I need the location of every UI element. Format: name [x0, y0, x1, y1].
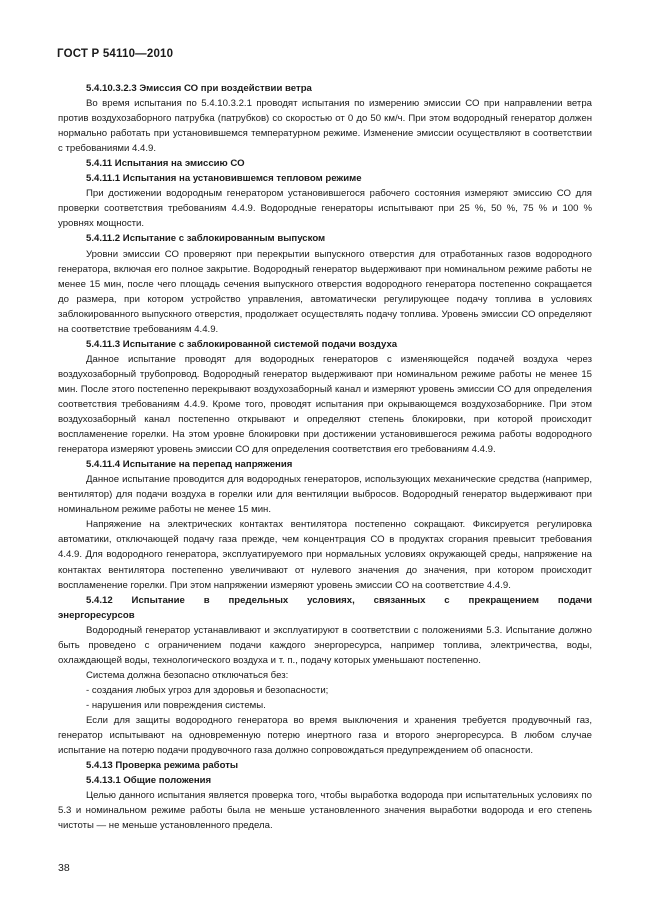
- section-heading: 5.4.11.2 Испытание с заблокированным выпуском: [86, 233, 326, 245]
- paragraph: Система должна безопасно отключаться без:: [86, 669, 289, 681]
- section-heading: 5.4.11.1 Испытания на установившемся тепловом режиме: [86, 173, 362, 185]
- section-heading: 5.4.12 Испытание в предельных условиях, связанных с прекращением подачи: [86, 594, 592, 606]
- section-heading: 5.4.11.3 Испытание с заблокированной системой подачи воздуха: [86, 338, 398, 350]
- paragraph: При достижении водородным генератором установившегося рабочего состояния измеряют эмиссию СО для проверки соответствия требованиям 4.4.9. Водородные генераторы испытывают при 25 %, 50 %, 75 % и 100 % уровнях мощности.: [58, 188, 592, 230]
- paragraph: Если для защиты водородного генератора во время выключения и хранения требуется продувочный газ, генератор испытывают на одновременную потерю инертного газа и второго энергоресурса. В любом случае испытание на потерю подачи продувочного газа должно сопровождаться предупреждением об опасности.: [58, 714, 592, 757]
- page-number: 38: [58, 862, 70, 874]
- section-heading: 5.4.13 Проверка режима работы: [86, 760, 239, 772]
- section-heading: 5.4.13.1 Общие положения: [86, 775, 212, 787]
- paragraph: Данное испытание проводится для водородных генераторов, использующих механические средства (например, вентилятор) для подачи воздуха в горелки или для вентиляции выбросов. Водородный генератор выдерживают при номинальном режиме работы не менее 15 мин.: [58, 474, 592, 516]
- section-heading: энергоресурсов: [58, 609, 135, 621]
- paragraph: Во время испытания по 5.4.10.3.2.1 проводят испытания по измерению эмиссии СО при направлении ветра против воздухозаборного патрубка (патрубков) со скоростью от 0 до 50 км/ч. При этом водородный генератор должен нормально работать при установившемся температурном режиме. Изменение эмиссии осуществляют в соответствии с требованиями 4.4.9.: [58, 98, 592, 155]
- paragraph: - нарушения или повреждения системы.: [86, 699, 266, 711]
- paragraph: Водородный генератор устанавливают и эксплуатируют в соответствии с положениями 5.3. Испытание должно быть проведено с ограничением подачи каждого энергоресурса, например топлива, электричества, воды, охлаждающей воды, технологического воздуха и т. п., подачу которых уменьшают постепенно.: [58, 624, 592, 666]
- paragraph: Напряжение на электрических контактах вентилятора постепенно сокращают. Фиксируется регулировка автоматики, отключающей подачу газа прежде, чем концентрация СО в продуктах сгорания превысит требования 4.4.9. Для водородного генератора, эксплуатируемого при нормальных условиях окружающей среды, напряжение на контактах вентилятора постепенно увеличивают от нулевого значения до значения, при котором происходит воспламенение горелки. При этом напряжении измеряют уровень эмиссии СО на соответствие 4.4.9.: [58, 519, 592, 591]
- paragraph: - создания любых угроз для здоровья и безопасности;: [86, 684, 329, 696]
- paragraph: Целью данного испытания является проверка того, чтобы выработка водорода при испытательных условиях по 5.3 и номинальном режиме работы была не меньше установленного значения выработки водорода и его степень чистоты — не меньше установленного предела.: [58, 790, 592, 832]
- document-body: [58, 81, 592, 833]
- paragraph: Уровни эмиссии СО проверяют при перекрытии выпускного отверстия для отработанных газов водородного генератора, включая его полное закрытие. Водородный генератор выдерживают при номинальном режиме работы не менее 15 мин, после чего площадь сечения выпускного отверстия водородного генератора постепенно сокращается до размера, при котором устройство управления, автоматически регулирующее подачу топлива в условиях заблокированного выпускного отверстия, продолжает осуществлять подачу топлива. Уровень эмиссии СО определяют на соответствие требованиям 4.4.9.: [58, 248, 592, 335]
- paragraph: Данное испытание проводят для водородных генераторов с изменяющейся подачей воздуха через воздухозаборный трубопровод. Водородный генератор выдерживают при номинальном режиме работы не менее 15 мин. После этого постепенно перекрывают воздухозаборный канал и измеряют уровень эмиссии СО для определения соответствия требованиям 4.4.9. Кроме того, проводят испытания при окрывающемся воздухозаборнике. При этом воздухозаборный канал постепенно открывают и определяют степень блокировки, при которой происходит воспламенение горелки. На этом уровне блокировки при достижении установившегося режима работы водородного генератора измеряют уровень эмиссии СО для определения соответствия его требованиям 4.4.9.: [58, 353, 592, 456]
- section-heading: 5.4.11.4 Испытание на перепад напряжения: [86, 459, 293, 471]
- document-header: ГОСТ Р 54110—2010: [57, 48, 174, 60]
- section-heading: 5.4.10.3.2.3 Эмиссия СО при воздействии ветра: [86, 83, 312, 94]
- section-heading: 5.4.11 Испытания на эмиссию СО: [86, 158, 245, 170]
